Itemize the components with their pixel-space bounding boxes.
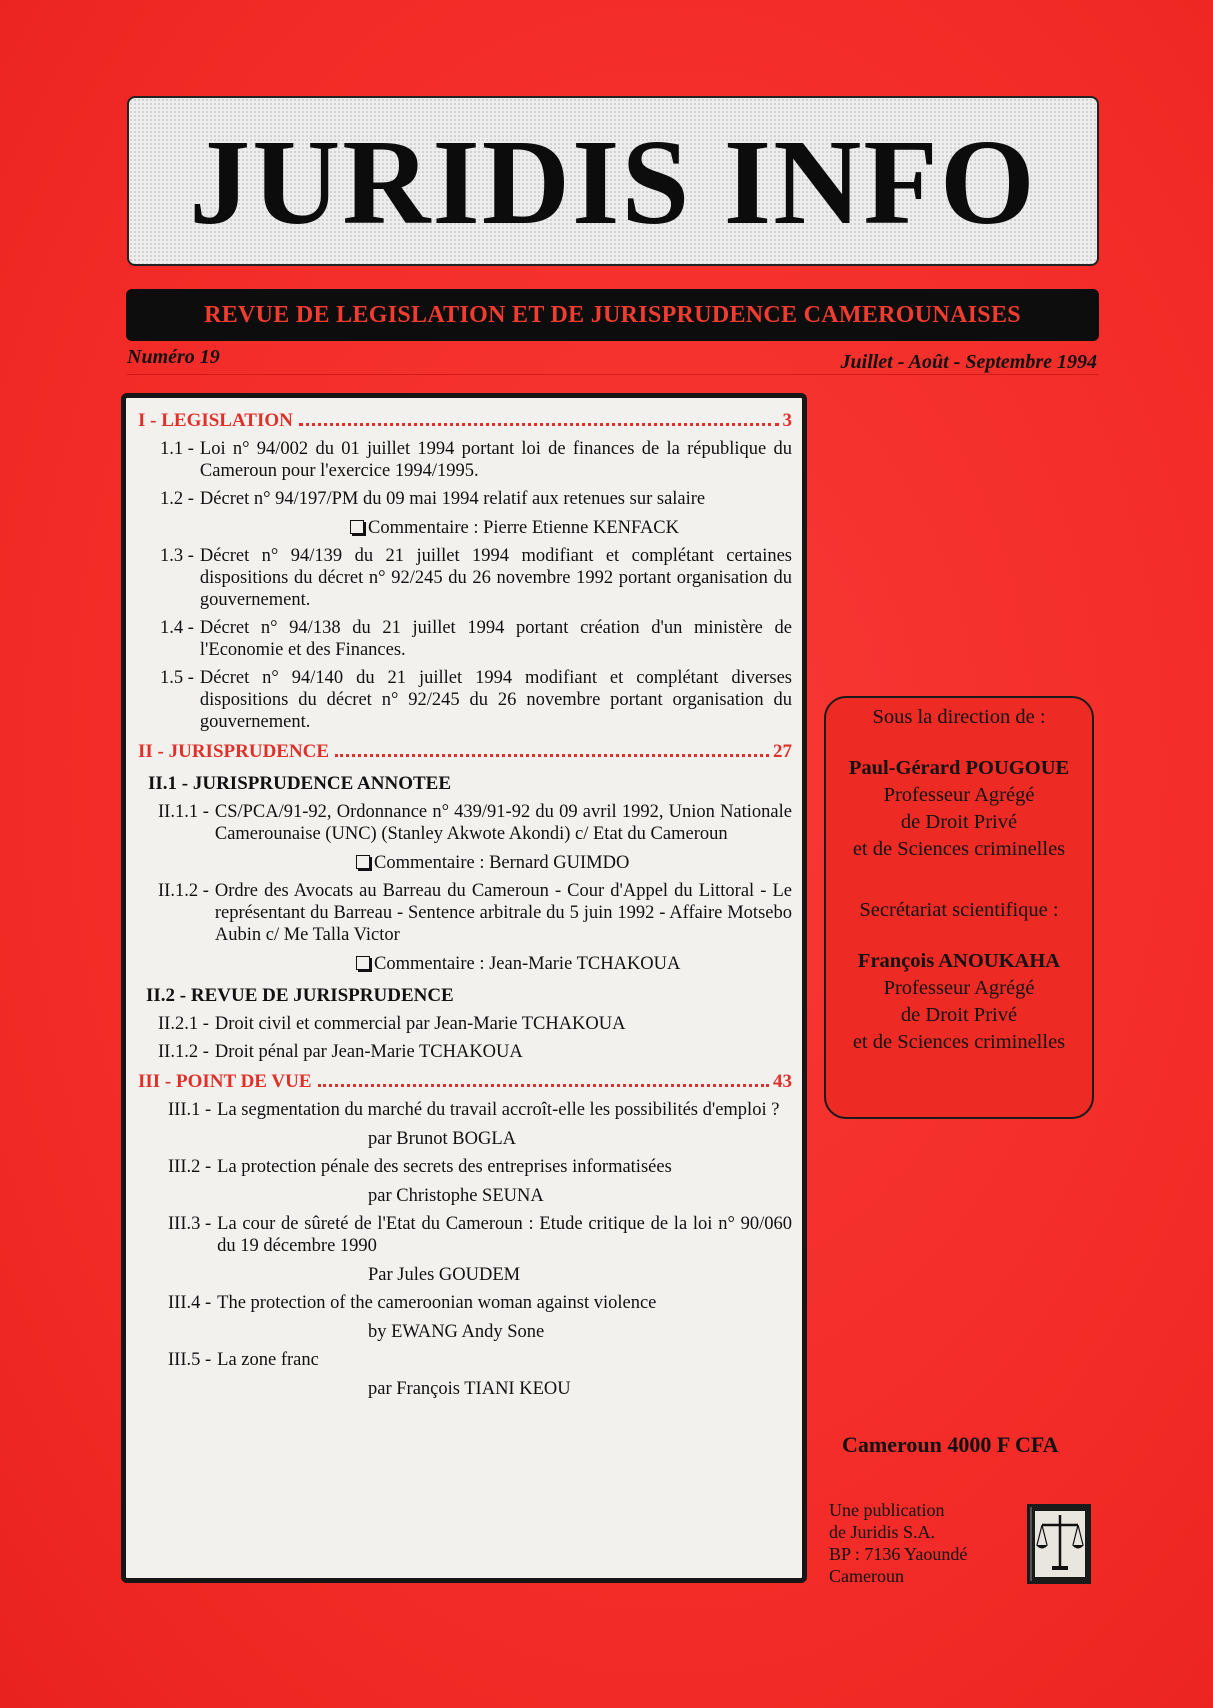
toc-entry [168, 1292, 792, 1314]
subsection-heading: II.1 - JURISPRUDENCE ANNOTEE [148, 773, 451, 794]
toc-entry [160, 488, 792, 510]
director-title-line: Professeur Agrégé [883, 784, 1035, 806]
entry-author: par Brunot BOGLA [368, 1129, 516, 1149]
entry-number: III.3 - [168, 1214, 212, 1234]
entry-number: III.1 - [168, 1100, 212, 1120]
comment-text: Commentaire : Pierre Etienne KENFACK [368, 518, 680, 538]
entry-text: Décret n° 94/139 du 21 juillet 1994 modifiant et complétant certaines dispositions du décret n° 92/245 du 26 novembre 1992 portant organisation du gouvernement. [199, 546, 792, 610]
secretary-title-line: Professeur Agrégé [883, 977, 1035, 999]
toc-entry [160, 667, 792, 733]
entry-author: by EWANG Andy Sone [368, 1322, 545, 1342]
leader-dots [299, 423, 779, 426]
entry-number: III.2 - [168, 1157, 212, 1177]
checkbox-bullet-icon [356, 956, 370, 970]
entry-text: The protection of the cameroonian woman against violence [217, 1293, 657, 1313]
toc-entry [160, 545, 792, 611]
subtitle-bar [126, 289, 1099, 341]
secretary-title-line: de Droit Privé [900, 1004, 1018, 1026]
comment-text: Commentaire : Bernard GUIMDO [374, 853, 630, 873]
toc-section-jurisprudence [138, 741, 792, 763]
entry-text: Droit pénal par Jean-Marie TCHAKOUA [214, 1042, 523, 1062]
publisher-line: Cameroun [829, 1566, 904, 1586]
entry-number: 1.3 - [160, 546, 194, 566]
toc-entry [158, 880, 792, 946]
scales-of-justice-logo-icon [1026, 1503, 1092, 1585]
publisher-line: de Juridis S.A. [829, 1522, 936, 1542]
title-banner [127, 96, 1099, 266]
cover-price: Cameroun 4000 F CFA [842, 1432, 1059, 1457]
entry-number: 1.2 - [160, 489, 194, 509]
publication-subtitle: REVUE DE LEGISLATION ET DE JURISPRUDENCE CAMEROUNAISES [204, 301, 1021, 328]
entry-text: Loi n° 94/002 du 01 juillet 1994 portant loi de finances de la république du Cameroun pour l'exercice 1994/1995. [199, 439, 792, 481]
entry-number: II.1.1 - [158, 802, 209, 822]
entry-text: La cour de sûreté de l'Etat du Cameroun : Etude critique de la loi n° 90/060 du 19 décembre 1990 [217, 1214, 792, 1256]
entry-number: III.4 - [168, 1293, 212, 1313]
entry-text: CS/PCA/91-92, Ordonnance n° 439/91-92 du 09 avril 1992, Union Nationale Camerounaise (UNC) (Stanley Akwote Akondi) c/ Etat du Cameroun [214, 802, 792, 844]
entry-author: par Christophe SEUNA [368, 1186, 544, 1206]
toc-entry [168, 1349, 792, 1371]
director-title-line: de Droit Privé [900, 811, 1018, 833]
entry-text: La segmentation du marché du travail accroît-elle les possibilités d'emploi ? [217, 1100, 780, 1120]
section-heading: II - JURISPRUDENCE [138, 741, 330, 762]
entry-number: II.1.2 - [158, 1042, 209, 1062]
toc-entry [168, 1156, 792, 1178]
section-page: 27 [773, 741, 792, 762]
toc-section-point-de-vue [138, 1071, 792, 1093]
entry-number: 1.5 - [160, 668, 194, 688]
toc-section-legislation [138, 410, 792, 432]
header-divider [127, 374, 1099, 375]
issue-date: Juillet - Août - Septembre 1994 [840, 351, 1097, 373]
comment-line [158, 852, 792, 874]
publisher-line: BP : 7136 Yaoundé [829, 1544, 968, 1564]
entry-author: par François TIANI KEOU [368, 1379, 571, 1399]
entry-number: II.1.2 - [158, 881, 209, 901]
issue-number: Numéro 19 [127, 346, 220, 368]
leader-dots [318, 1084, 769, 1087]
toc-entry [158, 801, 792, 845]
publisher-info [829, 1499, 967, 1587]
section-page: 3 [782, 410, 792, 431]
entry-number: 1.4 - [160, 618, 194, 638]
checkbox-bullet-icon [356, 855, 370, 869]
secretary-title-line: et de Sciences criminelles [852, 1031, 1066, 1053]
entry-text: La zone franc [217, 1350, 319, 1370]
toc-entry [168, 1213, 792, 1257]
entry-text: Décret n° 94/197/PM du 09 mai 1994 relatif aux retenues sur salaire [199, 489, 706, 509]
toc-entry [168, 1099, 792, 1121]
entry-text: Droit civil et commercial par Jean-Marie TCHAKOUA [214, 1014, 626, 1034]
editorial-direction-box [824, 696, 1094, 1119]
entry-author: Par Jules GOUDEM [368, 1265, 521, 1285]
comment-line [160, 517, 792, 539]
publication-title: JURIDIS INFO [189, 115, 1037, 250]
entry-text: Décret n° 94/140 du 21 juillet 1994 modifiant et complétant diverses dispositions du décret n° 92/245 du 26 novembre portant organisation du gouvernement. [199, 668, 792, 732]
director-title-line: et de Sciences criminelles [852, 838, 1066, 860]
toc-entry [158, 1013, 792, 1035]
secretary-name: François ANOUKAHA [857, 950, 1061, 972]
entry-text: Décret n° 94/138 du 21 juillet 1994 portant création d'un ministère de l'Economie et des Finances. [199, 618, 792, 660]
section-heading: III - POINT DE VUE [138, 1071, 312, 1092]
entry-number: II.2.1 - [158, 1014, 209, 1034]
section-heading: I - LEGISLATION [138, 410, 293, 431]
comment-text: Commentaire : Jean-Marie TCHAKOUA [374, 954, 681, 974]
entry-text: La protection pénale des secrets des entreprises informatisées [217, 1157, 672, 1177]
toc-entry [160, 617, 792, 661]
entry-text: Ordre des Avocats au Barreau du Cameroun - Cour d'Appel du Littoral - Le représentant du Barreau - Sentence arbitrale du 5 juin 1992 - Affaire Motsebo Aubin c/ Me Talla Victor [214, 881, 792, 945]
checkbox-bullet-icon [350, 520, 364, 534]
toc-entry [160, 438, 792, 482]
subsection-heading: II.2 - REVUE DE JURISPRUDENCE [146, 985, 454, 1006]
entry-number: III.5 - [168, 1350, 212, 1370]
section-page: 43 [773, 1071, 792, 1092]
comment-line [158, 953, 792, 975]
leader-dots [335, 754, 769, 757]
publisher-line: Une publication [829, 1500, 945, 1520]
secretariat-heading: Secrétariat scientifique : [859, 899, 1059, 921]
direction-heading: Sous la direction de : [872, 706, 1046, 728]
director-name: Paul-Gérard POUGOUE [848, 757, 1070, 779]
entry-number: 1.1 - [160, 439, 194, 459]
toc-entry [158, 1041, 792, 1063]
table-of-contents [121, 393, 807, 1583]
